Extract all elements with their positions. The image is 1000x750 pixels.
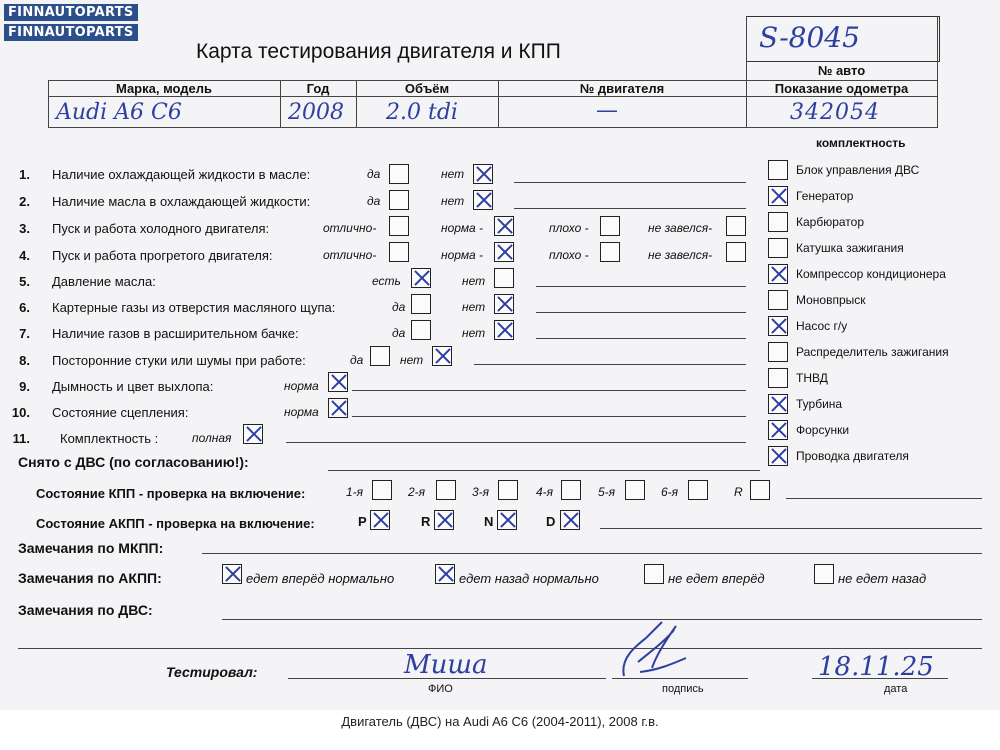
- value-year: 2008: [288, 100, 344, 125]
- value-engine-number: —: [596, 98, 618, 123]
- akpp-remark-label: не едет вперёд: [668, 571, 765, 586]
- checkbox-full[interactable]: [243, 424, 263, 444]
- check-label: Состояние сцепления:: [52, 405, 189, 420]
- akpp-remark-checkbox[interactable]: [814, 564, 834, 584]
- gear-label: 1-я: [346, 485, 364, 499]
- value-make-model: Audi A6 C6: [56, 100, 182, 125]
- akpp-remark-checkbox[interactable]: [435, 564, 455, 584]
- gear-checkbox[interactable]: [750, 480, 770, 500]
- checkbox-excellent[interactable]: [389, 216, 409, 236]
- checkbox-no[interactable]: [432, 346, 452, 366]
- option-label: нет: [441, 194, 465, 208]
- akpp-remark-label: не едет назад: [838, 571, 927, 586]
- option-label: отлично-: [323, 221, 377, 235]
- checkbox-bad[interactable]: [600, 242, 620, 262]
- checkbox-no[interactable]: [494, 294, 514, 314]
- gear-checkbox[interactable]: [561, 480, 581, 500]
- gear-checkbox[interactable]: [436, 480, 456, 500]
- check-label: Пуск и работа прогретого двигателя:: [52, 248, 273, 263]
- check-number: 2.: [19, 194, 30, 209]
- gear-checkbox[interactable]: [560, 510, 580, 530]
- date-value: 18.11.25: [818, 652, 934, 682]
- check-number: 6.: [19, 300, 30, 315]
- removed-label: Снято с ДВС (по согласованию!):: [18, 454, 249, 470]
- option-label: да: [392, 326, 406, 340]
- header-make-model: Марка, модель: [115, 81, 213, 96]
- option-label: норма -: [441, 221, 484, 235]
- brand-logo-repeat: FINNAUTOPARTS: [4, 24, 138, 41]
- check-number: 3.: [19, 221, 30, 236]
- checkbox-yes[interactable]: [389, 190, 409, 210]
- checkbox-excellent[interactable]: [389, 242, 409, 262]
- checkbox-bad[interactable]: [600, 216, 620, 236]
- gear-label: 6-я: [661, 485, 679, 499]
- checkbox-no[interactable]: [473, 164, 493, 184]
- option-label: нет: [462, 274, 486, 288]
- akpp-label: Состояние АКПП - проверка на включение:: [36, 516, 315, 531]
- kpp-label: Состояние КПП - проверка на включение:: [36, 486, 306, 501]
- checkbox-normal[interactable]: [328, 372, 348, 392]
- kit-item-label: Распределитель зажигания: [796, 345, 949, 359]
- gear-checkbox[interactable]: [434, 510, 454, 530]
- remarks-akpp-label: Замечания по АКПП:: [18, 570, 162, 586]
- akpp-remark-checkbox[interactable]: [222, 564, 242, 584]
- signature-image: [610, 618, 700, 682]
- check-label: Давление масла:: [52, 274, 156, 289]
- check-number: 10.: [11, 405, 30, 420]
- remarks-mkpp-label: Замечания по МКПП:: [18, 540, 164, 556]
- option-label: да: [350, 353, 364, 367]
- option-label: да: [367, 194, 381, 208]
- kit-checkbox[interactable]: [768, 160, 788, 180]
- kit-checkbox[interactable]: [768, 186, 788, 206]
- kit-checkbox[interactable]: [768, 290, 788, 310]
- gear-label: 5-я: [598, 485, 616, 499]
- option-label: норма -: [441, 248, 484, 262]
- akpp-remark-checkbox[interactable]: [644, 564, 664, 584]
- kit-checkbox[interactable]: [768, 342, 788, 362]
- option-label: плохо -: [549, 248, 589, 262]
- kit-item-label: Компрессор кондиционера: [796, 267, 946, 281]
- photo-caption: Двигатель (ДВС) на Audi A6 C6 (2004-2011), 2008 г.в.: [341, 714, 659, 729]
- checkbox-yes[interactable]: [389, 164, 409, 184]
- option-label: да: [392, 300, 406, 314]
- gear-checkbox[interactable]: [497, 510, 517, 530]
- kit-item-label: Проводка двигателя: [796, 449, 909, 463]
- gear-label: R: [734, 485, 743, 499]
- gear-checkbox[interactable]: [372, 480, 392, 500]
- option-label: норма: [284, 379, 319, 393]
- kit-item-label: Форсунки: [796, 423, 850, 437]
- gear-checkbox[interactable]: [370, 510, 390, 530]
- option-label: норма: [284, 405, 319, 419]
- brand-logo: FINNAUTOPARTS: [4, 4, 138, 21]
- option-label: нет: [462, 300, 486, 314]
- option-label: плохо -: [549, 221, 589, 235]
- header-year: Год: [306, 81, 330, 96]
- checkbox-no[interactable]: [473, 190, 493, 210]
- remarks-dvs-label: Замечания по ДВС:: [18, 602, 153, 618]
- checkbox-present[interactable]: [411, 268, 431, 288]
- check-number: 5.: [19, 274, 30, 289]
- check-number: 1.: [19, 167, 30, 182]
- checkbox-normal[interactable]: [494, 242, 514, 262]
- kit-item-label: Блок управления ДВС: [796, 163, 920, 177]
- check-label: Наличие охлаждающей жидкости в масле:: [52, 167, 311, 182]
- gear-label: N: [484, 514, 494, 529]
- check-label: Наличие газов в расширительном бачке:: [52, 326, 299, 341]
- option-label: не завелся-: [648, 248, 713, 262]
- stock-number-box: [746, 16, 940, 62]
- kit-checkbox[interactable]: [768, 368, 788, 388]
- check-label: Посторонние стуки или шумы при работе:: [52, 353, 306, 368]
- kit-checkbox[interactable]: [768, 394, 788, 414]
- page-title: Карта тестирования двигателя и КПП: [196, 40, 561, 63]
- value-volume: 2.0 tdi: [386, 100, 458, 125]
- akpp-remark-label: едет назад нормально: [459, 571, 599, 586]
- checkbox-yes[interactable]: [411, 320, 431, 340]
- kit-item-label: ТНВД: [796, 371, 828, 385]
- tested-by-label: Тестировал:: [166, 664, 258, 680]
- header-volume: Объём: [404, 81, 450, 96]
- checkbox-yes[interactable]: [370, 346, 390, 366]
- akpp-remark-label: едет вперёд нормально: [246, 571, 395, 586]
- check-number: 7.: [19, 326, 30, 341]
- kit-header: комплектность: [816, 136, 906, 150]
- check-label: Комплектность :: [60, 431, 159, 446]
- option-label: нет: [462, 326, 486, 340]
- gear-label: 4-я: [536, 485, 554, 499]
- kit-item-label: Насос г/у: [796, 319, 848, 333]
- gear-label: P: [358, 514, 367, 529]
- checkbox-no[interactable]: [494, 320, 514, 340]
- gear-checkbox[interactable]: [688, 480, 708, 500]
- gear-checkbox[interactable]: [625, 480, 645, 500]
- kit-checkbox[interactable]: [768, 212, 788, 232]
- check-number: 4.: [19, 248, 30, 263]
- check-number: 8.: [19, 353, 30, 368]
- check-label: Дымность и цвет выхлопа:: [52, 379, 214, 394]
- option-label: да: [367, 167, 381, 181]
- header-odometer: Показание одометра: [774, 81, 909, 96]
- option-label: нет: [441, 167, 465, 181]
- header-engine-number: № двигателя: [579, 81, 665, 96]
- stock-number: S-8045: [759, 21, 860, 54]
- option-label: есть: [372, 274, 401, 288]
- option-label: полная: [192, 431, 232, 445]
- header-car-number: № авто: [817, 63, 866, 78]
- kit-checkbox[interactable]: [768, 238, 788, 258]
- kit-checkbox[interactable]: [768, 446, 788, 466]
- kit-checkbox[interactable]: [768, 264, 788, 284]
- checkbox-not-started[interactable]: [726, 216, 746, 236]
- option-label: не завелся-: [648, 221, 713, 235]
- check-number: 11.: [12, 431, 30, 446]
- fio-caption: ФИО: [428, 683, 453, 695]
- gear-label: D: [546, 514, 556, 529]
- kit-checkbox[interactable]: [768, 420, 788, 440]
- checkbox-not-started[interactable]: [726, 242, 746, 262]
- kit-item-label: Генератор: [796, 189, 854, 203]
- check-label: Пуск и работа холодного двигателя:: [52, 221, 270, 236]
- value-odometer: 342054: [790, 100, 880, 125]
- check-label: Наличие масла в охлаждающей жидкости:: [52, 194, 311, 209]
- gear-label: 2-я: [408, 485, 426, 499]
- option-label: отлично-: [323, 248, 377, 262]
- checkbox-normal[interactable]: [328, 398, 348, 418]
- checkbox-yes[interactable]: [411, 294, 431, 314]
- checkbox-absent[interactable]: [494, 268, 514, 288]
- kit-item-label: Карбюратор: [796, 215, 865, 229]
- check-label: Картерные газы из отверстия масляного щупа:: [52, 300, 336, 315]
- gear-label: R: [421, 514, 431, 529]
- kit-checkbox[interactable]: [768, 316, 788, 336]
- checkbox-normal[interactable]: [494, 216, 514, 236]
- kit-list: [768, 160, 1000, 476]
- gear-label: 3-я: [472, 485, 490, 499]
- check-number: 9.: [19, 379, 30, 394]
- kit-item-label: Катушка зажигания: [796, 241, 904, 255]
- kit-item-label: Турбина: [796, 397, 843, 411]
- option-label: нет: [400, 353, 424, 367]
- tester-name: Миша: [404, 650, 488, 680]
- signature-caption: подпись: [662, 683, 704, 695]
- gear-checkbox[interactable]: [498, 480, 518, 500]
- kit-item-label: Моновпрыск: [796, 293, 866, 307]
- engine-checklist: [0, 0, 760, 460]
- date-caption: дата: [884, 683, 908, 695]
